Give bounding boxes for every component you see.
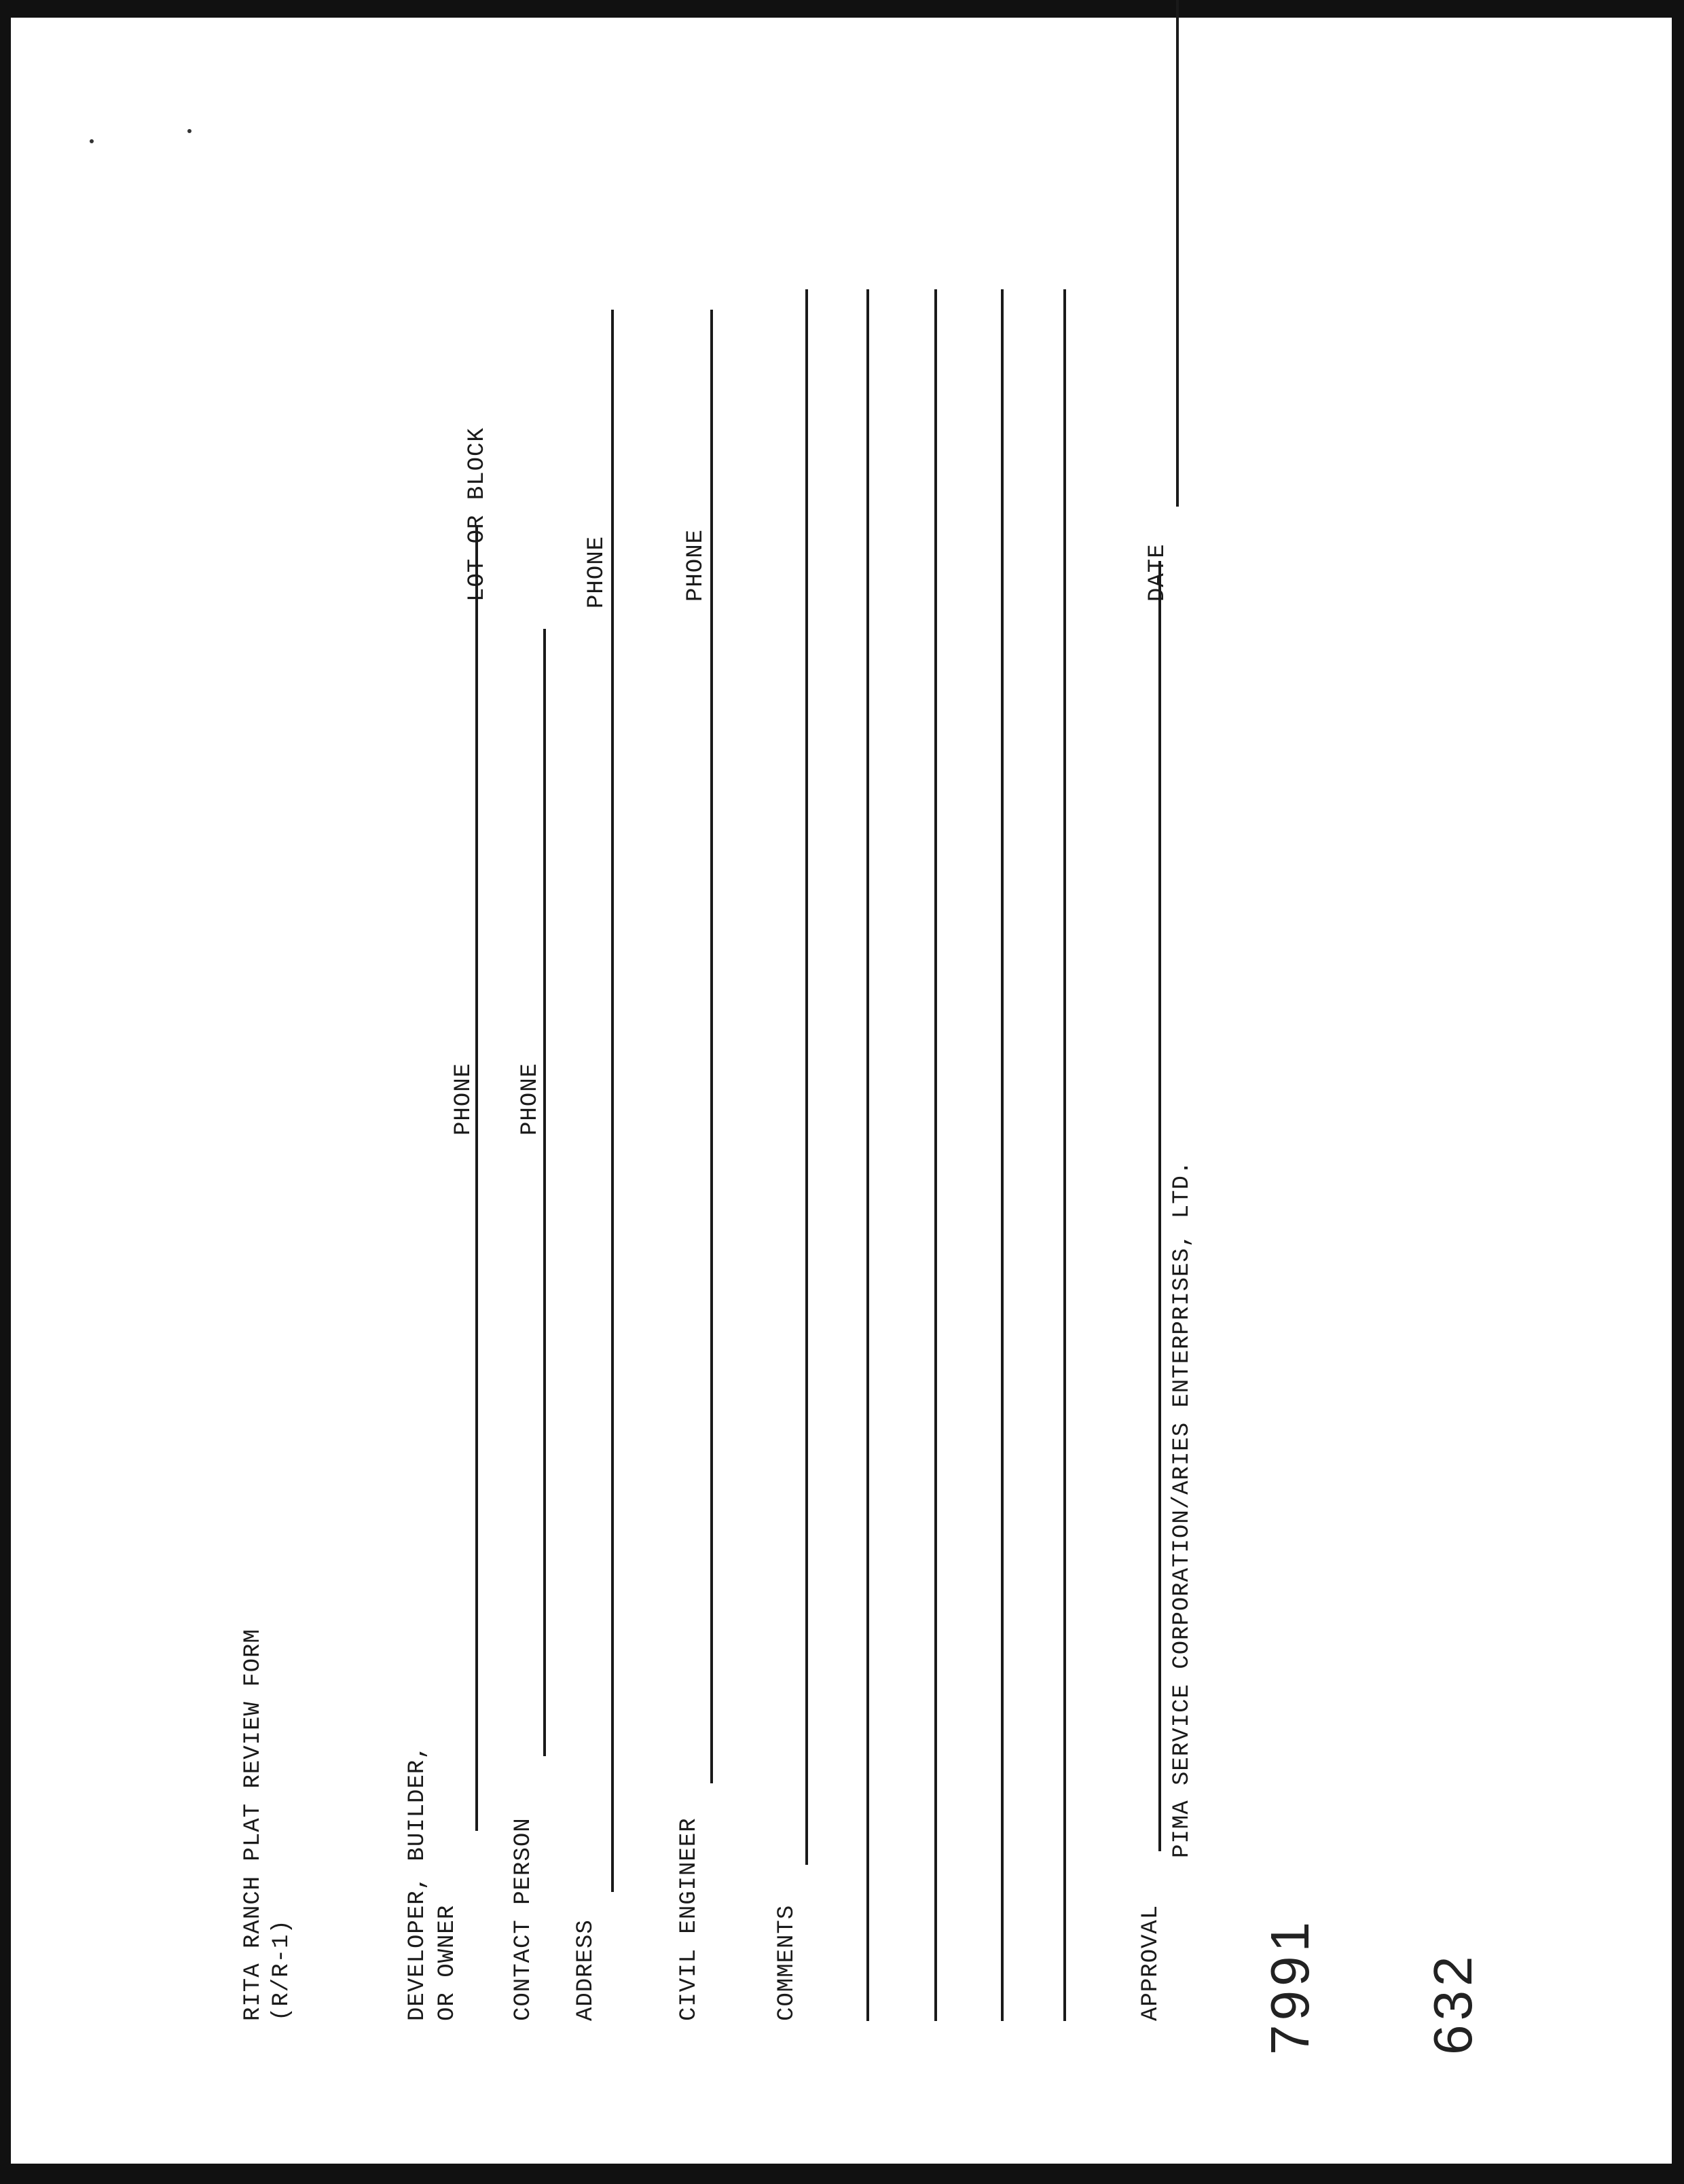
civil-engineer-label: CIVIL ENGINEER bbox=[676, 1817, 702, 2021]
contact-person-label: CONTACT PERSON bbox=[511, 1817, 536, 2021]
form-code: (R/R-1) bbox=[269, 1919, 295, 2021]
approval-label: APPROVAL bbox=[1138, 1904, 1164, 2021]
address-phone-label: PHONE bbox=[584, 535, 610, 608]
address-label: ADDRESS bbox=[573, 1919, 599, 2021]
developer-label-line1: DEVELOPER, BUILDER, bbox=[405, 1745, 431, 2021]
date-field-line[interactable] bbox=[1176, 0, 1179, 507]
comments-label: COMMENTS bbox=[774, 1904, 800, 2021]
comments-line-5[interactable] bbox=[1063, 289, 1066, 2021]
developer-phone-label: PHONE bbox=[451, 1062, 477, 1135]
developer-label-line2: OR OWNER bbox=[435, 1904, 460, 2021]
approval-organization: PIMA SERVICE CORPORATION/ARIES ENTERPRISES, LTD. bbox=[1169, 1160, 1195, 1858]
document-number-part1: 7991 bbox=[1260, 1918, 1320, 2055]
address-field-line[interactable] bbox=[611, 310, 614, 1892]
contact-person-field-line[interactable] bbox=[543, 629, 546, 1756]
comments-line-4[interactable] bbox=[1001, 289, 1004, 2021]
comments-field-line[interactable] bbox=[805, 289, 808, 1865]
contact-phone-label: PHONE bbox=[517, 1062, 543, 1135]
lot-block-label: LOT OR BLOCK bbox=[464, 427, 490, 602]
comments-line-3[interactable] bbox=[934, 289, 937, 2021]
document-number-part2: 632 bbox=[1423, 1952, 1483, 2055]
civil-engineer-field-line[interactable] bbox=[710, 310, 713, 1783]
developer-field-line[interactable] bbox=[475, 527, 478, 1831]
form-title: RITA RANCH PLAT REVIEW FORM bbox=[240, 1628, 266, 2021]
approval-field-line[interactable] bbox=[1158, 561, 1161, 1851]
civil-engineer-phone-label: PHONE bbox=[683, 528, 709, 602]
date-label: DATE bbox=[1145, 543, 1171, 602]
comments-line-2[interactable] bbox=[866, 289, 869, 2021]
